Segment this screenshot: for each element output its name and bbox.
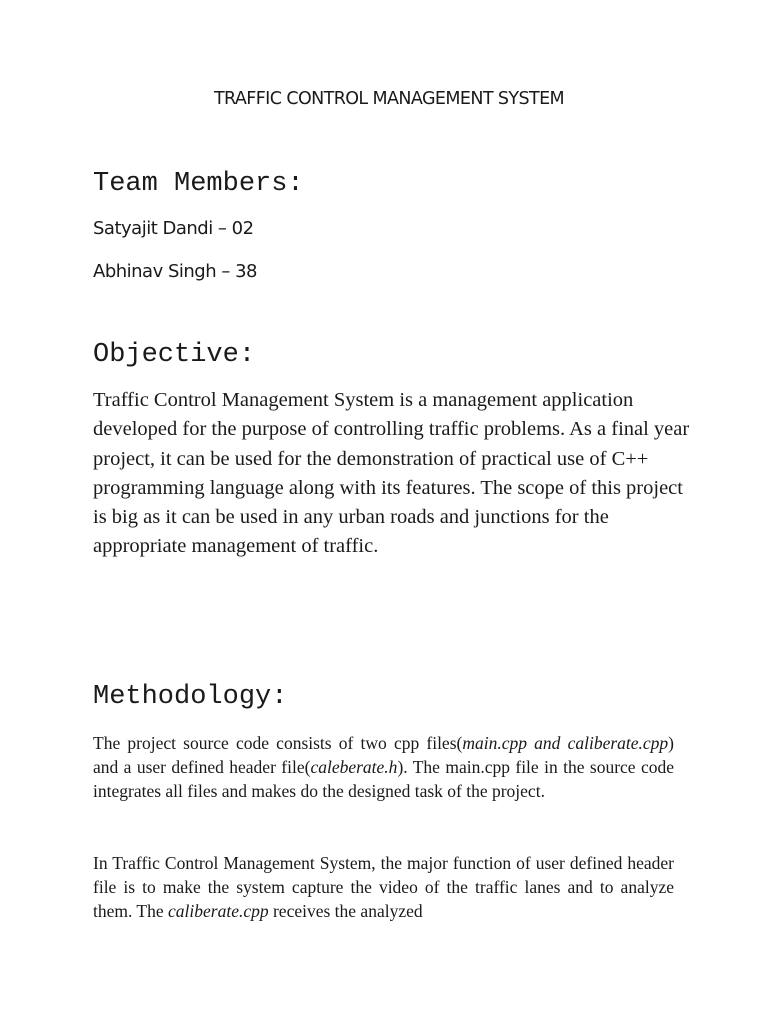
objective-paragraph: Traffic Control Management System is a management application developed for the purpose of controlling traffic problems. As a final year project, it can be used for the demonstration of practical use of C++ programming language along with its features. The scope of this project is big as it can be used in any urban roads and junctions for the appropriate management of traffic. (93, 389, 690, 558)
team-member-2: Abhinav Singh – 38 (93, 261, 257, 282)
methodology-p1-text-3: ). The main.cpp file in the source code integrates all files and makes do the designed task of the project. (93, 757, 674, 802)
methodology-p1-header-file: caleberate.h (310, 757, 398, 778)
objective-heading: Objective: (93, 340, 256, 370)
methodology-heading: Methodology: (93, 682, 288, 712)
methodology-p2-text-2: receives the analyzed (268, 901, 423, 922)
methodology-p1-text-1: The project source code consists of two cpp files( (93, 733, 463, 753)
methodology-p2-text-1: In Traffic Control Management System, the major function of user defined header file is to make the system capture the video of the traffic lanes and to analyze them. The (93, 853, 674, 922)
methodology-p1-text-2: ) and a user defined header file( (93, 733, 674, 778)
methodology-p1-filenames: main.cpp and caliberate.cpp (462, 733, 669, 753)
team-member-1: Satyajit Dandi – 02 (93, 218, 254, 239)
methodology-paragraph-1 (93, 731, 674, 804)
team-members-heading: Team Members: (93, 169, 304, 199)
methodology-p2-filename: caliberate.cpp (168, 901, 269, 922)
document-title: TRAFFIC CONTROL MANAGEMENT SYSTEM (213, 89, 565, 109)
methodology-paragraph-2 (93, 851, 674, 924)
